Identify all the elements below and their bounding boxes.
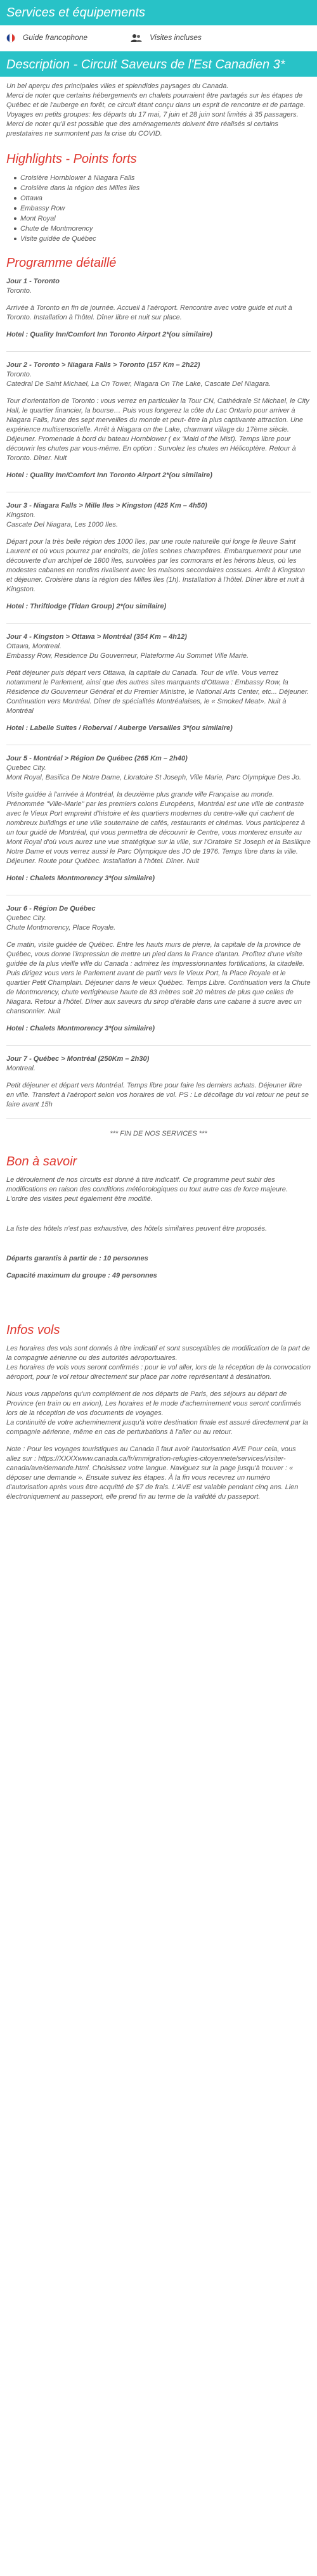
day-6 <box>0 904 317 1034</box>
day-city: Quebec City. Mont Royal, Basilica De Notre Dame, Lloratoire St Joseph, Ville Marie, Parc Olympique Des Jo. <box>6 764 302 781</box>
day-title: Jour 7 - Québec > Montréal (250Km – 2h30) <box>6 1055 150 1063</box>
divider <box>6 623 311 624</box>
day-title: Jour 6 - Région De Québec <box>6 905 96 913</box>
end-of-services: *** FIN DE NOS SERVICES *** <box>110 1130 207 1137</box>
day-3 <box>0 501 317 612</box>
service-visits <box>131 33 202 42</box>
day-hotel: Hotel : Thriftlodge (Tidan Group) 2*(ou similaire) <box>6 603 167 610</box>
departures-guaranteed: Départs garantis à partir de : 10 personnes <box>6 1255 148 1262</box>
day-city: Toronto. Catedral De Saint Michael, La Cn Tower, Niagara On The Lake, Cascate Del Niagara. <box>6 371 271 388</box>
day-2 <box>0 361 317 480</box>
day-title: Jour 3 - Niagara Falls > Mille Iles > Kingston (425 Km – 4h50) <box>6 502 207 509</box>
day-text: Petit déjeuner et départ vers Montréal. Temps libre pour faire les derniers achats. Déjeuner libre en ville. Transfert à l'aéroport selon vos horaires de vol. PS : Le décollage du vol retour ne peut se faire avant 15h <box>6 1082 309 1108</box>
description-paragraph: Voyages en petits groupes: les départs du 17 mai, 7 juin et 28 juin sont limités à 35 passagers. <box>6 111 299 119</box>
day-city: Toronto. <box>6 287 32 295</box>
info-paragraph: Nous vous rappelons qu'un complément de nos départs de Paris, des séjours au départ de Province (en train ou en avion), Les horaires et le mode d'acheminement vous seront confirmés lors de la réception de vos documents de voyages. La continuité de votre acheminement jusqu'à votre destination finale est assuré directement par la compagnie aérienne, même en cas de perturbations à l'aller ou au retour. <box>6 1390 308 1436</box>
day-5 <box>0 754 317 883</box>
day-city: Montreal. <box>6 1065 36 1072</box>
infos-vols-title: Infos vols <box>6 1323 60 1337</box>
highlight-item: Embassy Row <box>14 203 311 214</box>
highlights-title: Highlights - Points forts <box>6 152 137 166</box>
service-guide-label: Guide francophone <box>23 33 88 42</box>
description-paragraph: Un bel aperçu des principales villes et splendides paysages du Canada. <box>6 82 229 90</box>
day-city: Kingston. Cascate Del Niagara, Les 1000 Iles. <box>6 511 119 529</box>
day-hotel: Hotel : Quality Inn/Comfort Inn Toronto Airport 2*(ou similaire) <box>6 331 212 338</box>
highlight-item: Visite guidée de Québec <box>14 234 311 244</box>
services-banner <box>0 0 317 25</box>
description-paragraph: Merci de noter que certains hébergements en chalets pourraient être partagés sur les étapes de Québec et de l'auberge en forêt, ce circuit étant conçu dans un esprit de rencontre et de partage. <box>6 92 306 109</box>
day-hotel: Hotel : Quality Inn/Comfort Inn Toronto Airport 2*(ou similaire) <box>6 471 212 479</box>
highlight-item: Mont Royal <box>14 214 311 224</box>
day-1 <box>0 277 317 340</box>
bon-a-savoir-title: Bon à savoir <box>6 1155 77 1169</box>
services-title: Services et équipements <box>6 6 146 20</box>
day-hotel: Hotel : Chalets Montmorency 3*(ou similaire) <box>6 875 155 882</box>
day-city: Ottawa, Montreal. Embassy Row, Residence Du Gouverneur, Plateforme Au Sommet Ville Marie. <box>6 643 249 660</box>
info-paragraph: Note : Pour les voyages touristiques au Canada il faut avoir l'autorisation AVE Pour cela, vous allez sur : https://XXXXwww.canada.ca/fr/immigration-refugies-citoyennete/services/visiter-canada/ave/demande.html. Choisissez votre langue. Naviguez sur la page jusqu'à trouver : « déposer une demande ». Ensuite suivez les étapes. À la fin vous recevrez un numéro d'autorisation après vous être acquitté de $7 de frais. L'AVE est valable pendant cinq ans. Lien électroniquement au passeport, elle prend fin au terme de la validité du passeport. <box>6 1445 299 1501</box>
day-city: Quebec City. Chute Montmorency, Place Royale. <box>6 914 116 932</box>
highlight-item: Chute de Montmorency <box>14 224 311 234</box>
day-text: Visite guidée à l'arrivée à Montréal, la deuxième plus grande ville Française au monde. Prénommée "Ville-Marie" par les premiers colons Européens, Montréal est une ville de contraste avec le Vieux Port empreint d'histoire et les quartiers modernes du centre-ville qui cachent de nombreux buildings et une ville souterraine de cafés, restaurants et cinémas. Vous participerez à un tour guidé de Montréal, qui vous permettra de découvrir le Centre, vous monterez ensuite au Mont Royal d'où vous aurez une vue stratégique sur la ville, sur l'Oratoire St Joseph et la Basilique Notre Dame et vous verrez aussi le Parc Olympique des JO de 1976. Temps libre dans la ville. Déjeuner. Route pour Québec. Installation à l'hôtel. Dîner. Nuit <box>6 791 311 865</box>
day-hotel: Hotel : Labelle Suites / Roberval / Auberge Versailles 3*(ou similaire) <box>6 724 233 732</box>
bon-a-savoir-text <box>0 1176 317 1281</box>
info-paragraph: Les horaires des vols sont donnés à titre indicatif et sont susceptibles de modification de la part de la compagnie aérienne ou des autorités aéroportuaires. Les horaires de vols vous seront confirmés : pour le vol aller, lors de la réception de la convocation aéroport, pour le vol retour directement sur place par notre représentant à destination. <box>6 1345 311 1381</box>
info-paragraph: La liste des hôtels n'est pas exhaustive, des hôtels similaires peuvent être proposés. <box>6 1225 268 1233</box>
description-text <box>0 82 317 139</box>
day-title: Jour 1 - Toronto <box>6 278 60 285</box>
description-paragraph: Merci de noter qu'il est possible que des aménagements doivent être réalisés si certains prestataires ne surmontent pas la crise du COVID. <box>6 120 278 138</box>
day-hotel: Hotel : Chalets Montmorency 3*(ou similaire) <box>6 1025 155 1032</box>
french-flag-icon <box>6 34 15 42</box>
info-paragraph: Le déroulement de nos circuits est donné à titre indicatif. Ce programme peut subir des modifications en raison des conditions météorologiques ou tout autre cas de force majeure. L'ordre des visites peut également être modifié. <box>6 1176 288 1203</box>
day-text: Tour d'orientation de Toronto : vous verrez en particulier la Tour CN, Cathédrale St Michael, le City Hall, le quartier financier, la bourse… Puis vous longerez la côte du Lac Ontario pour arriver à Niagara Falls, l'une des sept merveilles du monde et peut- être la plus captivante attraction. Une expérience multisensorielle. Arrêt à Niagara on the Lake, charmant village du 17ème siècle. Déjeuner. Promenade à bord du bateau Hornblower ( ex 'Maid of the Mist). Temps libre pour découvrir les chutes par vous-même. En option : Survolez les chutes en Hélicoptère. Retour à Toronto. Dîner. Nuit <box>6 397 309 462</box>
day-4 <box>0 632 317 733</box>
day-title: Jour 5 - Montréal > Région De Québec (265 Km – 2h40) <box>6 755 188 762</box>
people-icon <box>131 34 142 42</box>
highlight-item: Croisière dans la région des Milles îles <box>14 183 311 193</box>
description-title: Description - Circuit Saveurs de l'Est Canadien 3* <box>6 58 285 72</box>
divider <box>6 1045 311 1046</box>
day-title: Jour 2 - Toronto > Niagara Falls > Toronto (157 Km – 2h22) <box>6 361 200 369</box>
day-text: Arrivée à Toronto en fin de journée. Accueil à l'aéroport. Rencontre avec votre guide et nuit à Toronto. Installation à l'hôtel. Dîner libre et nuit sur place. <box>6 304 292 321</box>
description-banner <box>0 51 317 77</box>
divider <box>6 1118 311 1119</box>
day-text: Ce matin, visite guidée de Québec. Entre les hauts murs de pierre, la capitale de la province de Québec, vous donne l'impression de mettre un pied dans la France d'antan. Profitez d'une visite guidée de la plus vieille ville du Canada : admirez les impressionnantes fortifications, la citadelle. Puis dirigez vous vers le Parlement avant de partir vers le Vieux Port, la Place Royale et le quartier Petit Champlain. Déjeuner dans le vieux Québec. Temps Libre. Continuation vers la Chute de Montmorency, chute vertigineuse haute de 83 mètres soit 20 mètres de plus que celles de Niagara. Retour à l'hôtel. Dîner aux saveurs du sirop d'érable dans une cabane à sucre avec un chansonnier. Nuit <box>6 941 311 1015</box>
highlight-item: Croisière Hornblower à Niagara Falls <box>14 173 311 183</box>
group-capacity: Capacité maximum du groupe : 49 personnes <box>6 1272 157 1279</box>
day-text: Petit déjeuner puis départ vers Ottawa, la capitale du Canada. Tour de ville. Vous verrez notamment le Parlement, ainsi que des autres sites marquants d'Ottawa : Embassy Row, la Résidence du Gouverneur Général et du Premier Ministre, le National Arts Center, etc... Déjeuner. Continuation vers Montréal. Dîner de spécialités Montréalaises, le « Smoked Meat». Nuit à Montréal <box>6 669 309 715</box>
highlights-list <box>0 173 317 244</box>
programme-title: Programme détaillé <box>6 256 117 270</box>
divider <box>6 351 311 352</box>
day-text: Départ pour la très belle région des 1000 îles, par une route naturelle qui longe le fleuve Saint Laurent et où vous pourrez par endroits, de jolies scènes champêtres. Embarquement pour une découverte d'un archipel de 1800 îles, survolées par les cormorans et les hérons bleus, où les modestes cabanes en rondins rivalisent avec les maisons secondaires cossues. Arrêt à Kingston et déjeuner. Croisière dans la région des Milles îles (1h). Installation à l'hôtel. Dîner libre et nuit à Kingston. <box>6 538 306 593</box>
highlight-item: Ottawa <box>14 193 311 203</box>
day-7 <box>0 1054 317 1110</box>
service-guide <box>6 33 87 42</box>
infos-vols-text <box>0 1344 317 1502</box>
services-row <box>0 29 317 51</box>
service-visits-label: Visites incluses <box>150 33 202 42</box>
day-title: Jour 4 - Kingston > Ottawa > Montréal (354 Km – 4h12) <box>6 633 187 641</box>
